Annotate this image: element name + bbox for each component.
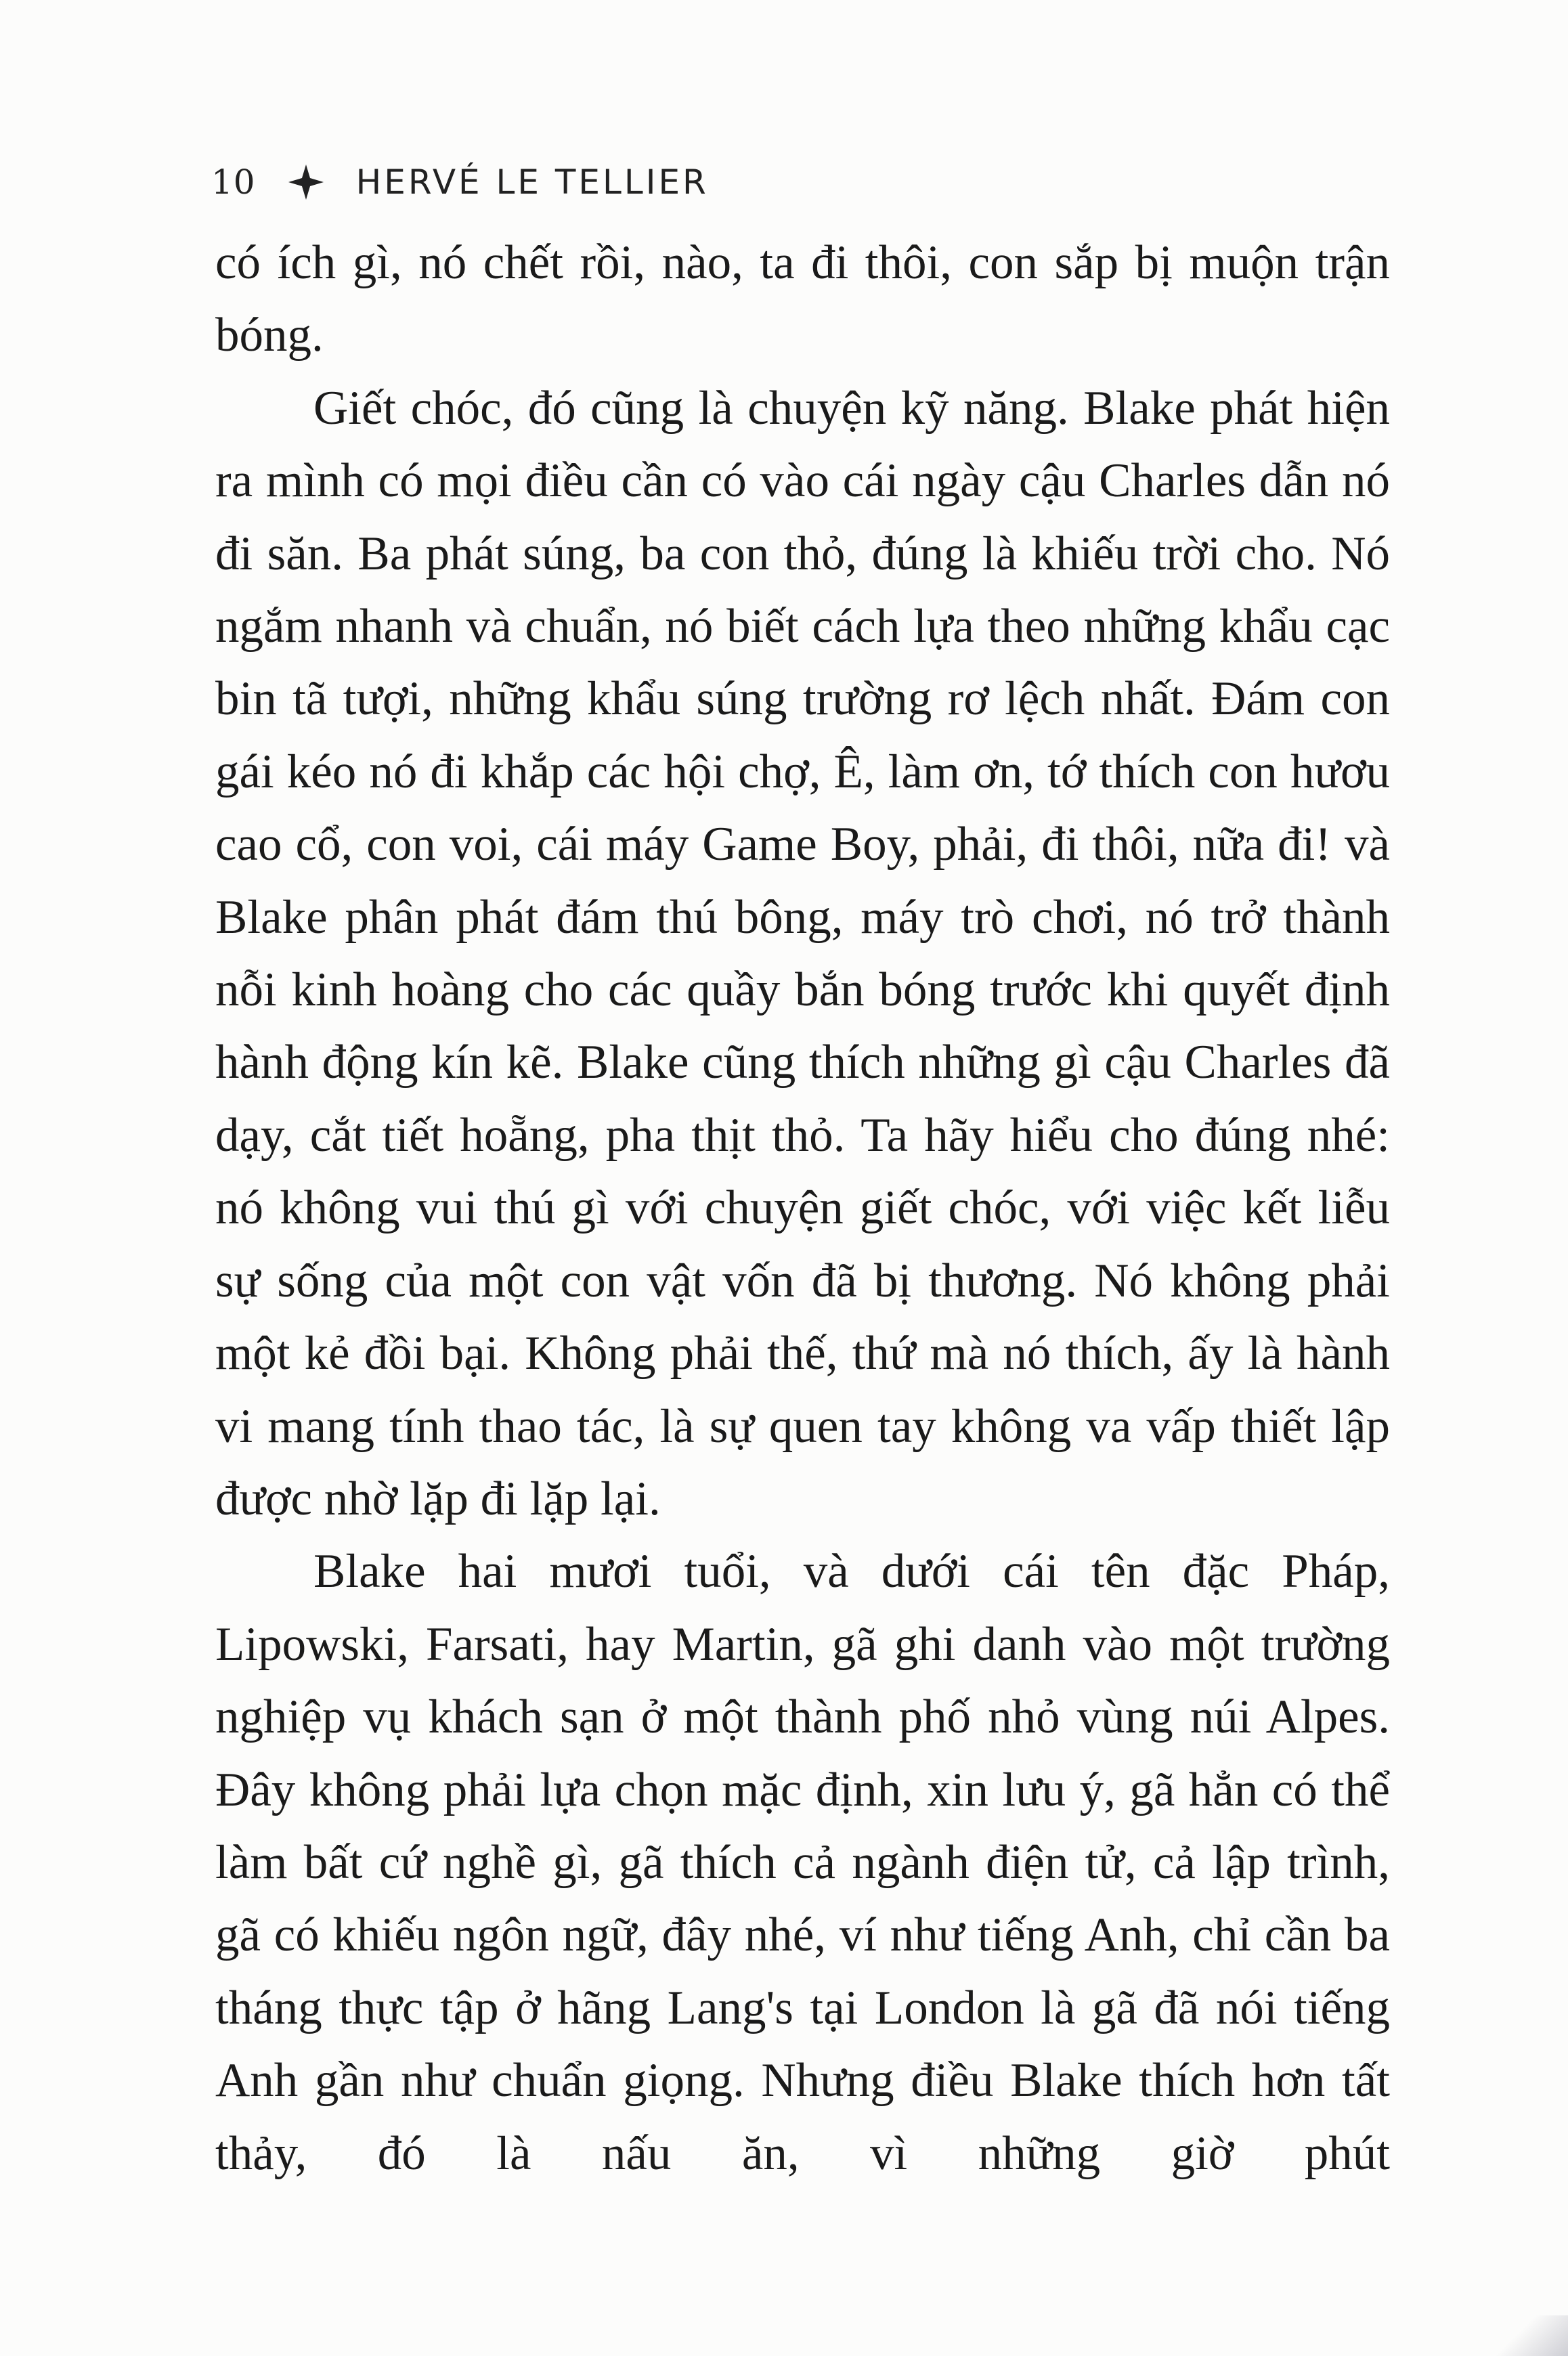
paragraph-hotel-school: Blake hai mươi tuổi, và dưới cái tên đặc Pháp, Lipowski, Farsati, hay Martin, gã ghi danh vào một trường nghiệp vụ khách sạn ở một thành phố nhỏ vùng núi Alpes. Đây không phải lựa chọn mặc định, xin lưu ý, gã hẳn có thể làm bất cứ nghề gì, gã thích cả ngành điện tử, cả lập trình, gã có khiếu ngôn ngữ, đây nhé, ví như tiếng Anh, chỉ cần ba tháng thực tập ở hãng Lang's tại London là gã đã nói tiếng Anh gần như chuẩn giọng. Nhưng điều Blake thích hơn tất thảy, đó là nấu ăn, vì những giờ phút — [215, 1545, 1390, 2180]
page-edge-shadow — [1487, 2315, 1568, 2356]
running-head: HERVÉ LE TELLIER — [355, 162, 709, 202]
page-header — [211, 152, 709, 213]
body-text — [215, 227, 1390, 2190]
paragraph-continuation: có ích gì, nó chết rồi, nào, ta đi thôi, con sắp bị muộn trận bóng. — [215, 236, 1390, 362]
paragraph-skill: Giết chóc, đó cũng là chuyện kỹ năng. Blake phát hiện ra mình có mọi điều cần có vào cái ngày cậu Charles dẫn nó đi săn. Ba phát súng, ba con thỏ, đúng là khiếu trời cho. Nó ngắm nhanh và chuẩn, nó biết cách lựa theo những khẩu cạc bin tã tượi, những khẩu súng trường rơ lệch nhất. Đám con gái kéo nó đi khắp các hội chợ, Ê, làm ơn, tớ thích con hươu cao cổ, con voi, cái máy Game Boy, phải, đi thôi, nữa đi! và Blake phân phát đám thú bông, máy trò chơi, nó trở thành nỗi kinh hoàng cho các quầy bắn bóng trước khi quyết định hành động kín kẽ. Blake cũng thích những gì cậu Charles đã dạy, cắt tiết hoẵng, pha thịt thỏ. Ta hãy hiểu cho đúng nhé: nó không vui thú gì với chuyện giết chóc, với việc kết liễu sự sống của một con vật vốn đã bị thương. Nó không phải một kẻ đồi bại. Không phải thế, thứ mà nó thích, ấy là hành vi mang tính thao tác, là sự quen tay không va vấp thiết lập được nhờ lặp đi lặp lại. — [215, 381, 1390, 1525]
page-number: 10 — [211, 162, 256, 202]
four-point-star-icon — [286, 162, 326, 202]
